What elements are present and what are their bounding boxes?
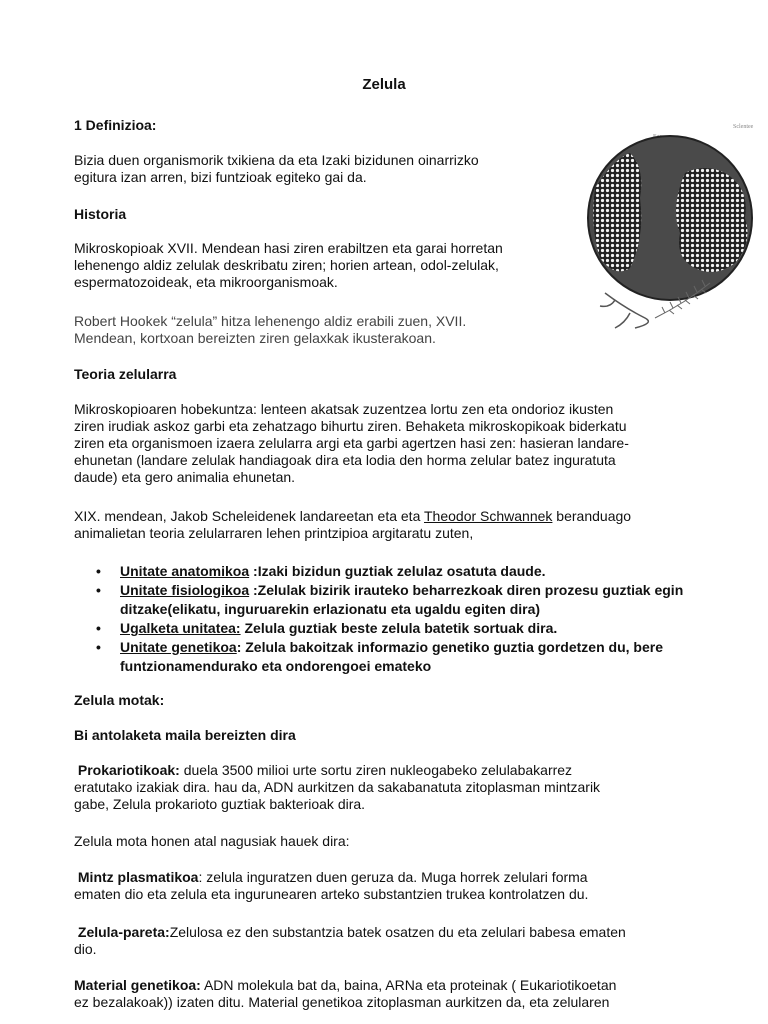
text-span: duela 3500 milioi urte sortu ziren nukleogabeko zelulabakarrez [179, 762, 573, 778]
list-item [74, 581, 694, 619]
text-line [74, 508, 714, 525]
text-span: ADN molekula bat da, baina, ARNa eta proteinak ( Eukariotikoetan [200, 977, 617, 993]
bullet-term: Unitate genetikoa [120, 639, 237, 655]
text-line: egitura izan arren, bizi funtzioak egiteko gai da. [74, 169, 367, 185]
heading-definizioa: 1 Definizioa: [74, 117, 157, 133]
list-item [74, 619, 694, 638]
paragraph-mintz [74, 869, 714, 903]
bullet-term: Unitate anatomikoa [120, 563, 250, 579]
heading-zelula-motak: Zelula motak: [74, 692, 165, 708]
text-line: dio. [74, 941, 97, 957]
text-line [74, 762, 714, 779]
text-span: XIX. mendean, Jakob Scheleidenek landareetan eta eta [74, 508, 424, 524]
cork-section-right [676, 168, 747, 272]
bullet-text: Zelula guztiak beste zelula batetik sortuak dira. [240, 620, 558, 636]
bullet-text: : Zelula bakoitzak informazio genetiko guztia gordetzen du, bere funtzionamendurako eta ondorengoei emateko [120, 639, 663, 674]
text-line: Bizia duen organismorik txikiena da eta Izaki bizidunen oinarrizko [74, 152, 479, 168]
text-line: Mikroskopioak XVII. Mendean hasi ziren erabiltzen eta garai horretan [74, 240, 503, 256]
text-line: ziren eta organismoen izaera zelularra argi eta garbi agertzen hasi zen: hasieran landare- [74, 435, 629, 451]
text-line: ez bezalakoak)) izaten ditu. Material genetikoa zitoplasman aurkitzen da, eta zelularen [74, 994, 610, 1010]
text-span: Zelulosa ez den substantzia batek osatzen du eta zelulari babesa ematen [169, 924, 626, 940]
paragraph-historia-2 [74, 313, 466, 347]
text-line: Mendean, kortxoan bereizten ziren gelaxkak ikusterakoan. [74, 330, 436, 346]
paragraph-historia-1 [74, 240, 503, 291]
text-line: espermatozoideak, eta mikroorganismoak. [74, 274, 338, 290]
subheading-antolaketa: Bi antolaketa maila bereizten dira [74, 727, 296, 743]
paragraph-teoria-2 [74, 508, 714, 542]
paragraph-material-genetikoa [74, 977, 714, 1011]
paragraph-teoria-1 [74, 401, 714, 486]
bullet-term: Unitate fisiologikoa [120, 582, 250, 598]
text-line: ehunetan (landare zelulak handiagoak dira eta lodia den horma zelular batez inguratuta [74, 452, 616, 468]
text-line [74, 924, 714, 941]
text-span: : zelula inguratzen duen geruza da. Muga horrek zelulari forma [198, 869, 588, 885]
text-line [74, 977, 714, 994]
principles-list [74, 562, 694, 676]
text-line: gabe, Zelula prokarioto guztiak bakterioak dira. [74, 796, 366, 812]
text-line: eratutako izakiak dira. hau da, ADN aurkitzen da sakabanatuta zitoplasman mintzarik [74, 779, 601, 795]
term-zelula-pareta: Zelula-pareta: [77, 924, 170, 940]
term-material-genetikoa: Material genetikoa: [74, 977, 201, 993]
page-title: Zelula [362, 76, 406, 93]
heading-teoria: Teoria zelularra [74, 366, 177, 382]
cork-cells-illustration [585, 118, 765, 338]
paragraph-definizioa [74, 152, 479, 186]
text-line: animalietan teoria zelularraren lehen printzipioa argitaratu zuten, [74, 525, 474, 541]
bullet-text: :Izaki bizidun guztiak zelulaz osatuta daude. [249, 563, 546, 579]
text-line: Mikroskopioaren hobekuntza: lenteen akatsak zuzentzea lortu zen eta ondorioz ikusten [74, 401, 614, 417]
text-line: Robert Hookek “zelula” hitza lehenengo aldiz erabili zuen, XVII. [74, 313, 467, 329]
sprig-drawing [600, 293, 648, 328]
cork-section-left [593, 153, 641, 271]
bullet-text: :Zelulak bizirik irauteko beharrezkoak diren prozesu guztiak egin ditzake(elikatu, inguruarekin erlazionatu eta ugaldu egiten dira) [120, 582, 684, 617]
text-line: ematen dio eta zelula eta ingurunearen arteko substantzien trukea kontrolatzen du. [74, 886, 589, 902]
list-item [74, 638, 694, 676]
heading-historia: Historia [74, 206, 127, 222]
text-line: ziren irudiak askoz garbi eta zehatzago bihurtu ziren. Behaketa mikroskopikoak biderkatu [74, 418, 627, 434]
text-line: daude) eta gero animalia ehunetan. [74, 469, 296, 485]
text-span: beranduago [552, 508, 632, 524]
paragraph-prokariotikoak [74, 762, 714, 813]
paragraph-atal: Zelula mota honen atal nagusiak hauek dira: [74, 833, 350, 849]
text-line: lehenengo aldiz zelulak deskribatu ziren; horien artean, odol-zelulak, [74, 257, 499, 273]
text-line [74, 869, 714, 886]
paragraph-pareta [74, 924, 714, 958]
term-mintz-plasmatikoa: Mintz plasmatikoa [77, 869, 199, 885]
term-prokariotikoak: Prokariotikoak: [77, 762, 180, 778]
figure-label-top: Sclentee [733, 124, 754, 130]
list-item [74, 562, 694, 581]
bullet-term: Ugalketa unitatea: [120, 620, 241, 636]
theodor-schwann-link[interactable]: Theodor Schwannek [424, 508, 553, 524]
